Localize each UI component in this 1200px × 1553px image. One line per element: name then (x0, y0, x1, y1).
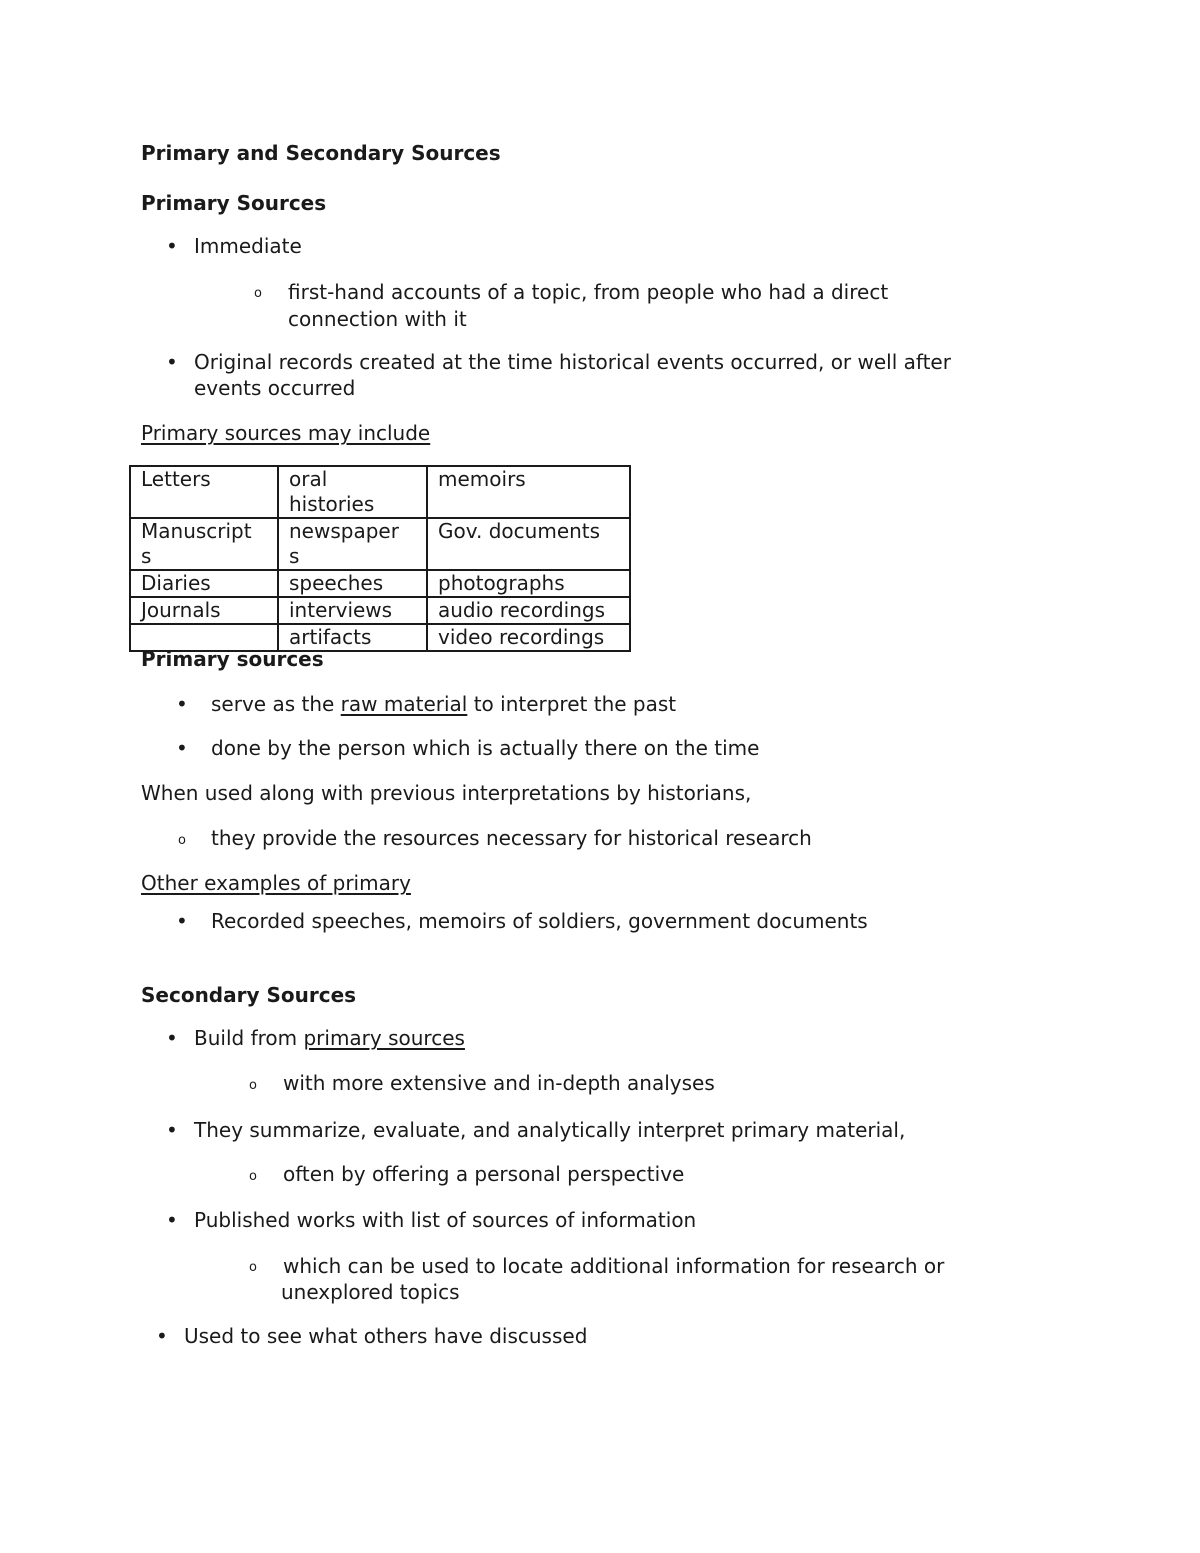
list-item: they provide the resources necessary for historical research (211, 826, 812, 850)
table-cell: memoirs (427, 466, 630, 518)
bullet-icon: • (166, 350, 178, 374)
sub-bullet-icon: o (249, 1260, 257, 1275)
list-item: Build from primary sources (194, 1026, 465, 1050)
sub-bullet-icon: o (178, 833, 186, 848)
table-cell: photographs (427, 570, 630, 597)
list-item: Published works with list of sources of information (194, 1208, 697, 1232)
primary-sources-table (129, 465, 631, 652)
list-item: connection with it (288, 307, 467, 331)
bullet-icon: • (176, 909, 188, 933)
table-cell: video recordings (427, 624, 630, 651)
bullet-icon: • (166, 1118, 178, 1142)
table-cell: artifacts (278, 624, 427, 651)
list-item: Immediate (194, 234, 302, 258)
list-item: Original records created at the time historical events occurred, or well after (194, 350, 951, 374)
table-cell: audio recordings (427, 597, 630, 624)
sub-bullet-icon: o (254, 286, 262, 301)
sub-bullet-icon: o (249, 1169, 257, 1184)
list-item: with more extensive and in-depth analyses (283, 1071, 715, 1095)
table-cell: Diaries (130, 570, 278, 597)
other-examples-label: Other examples of primary (141, 871, 411, 895)
include-label: Primary sources may include (141, 421, 431, 445)
table-cell: Manuscript s (130, 518, 278, 570)
table-row (130, 466, 630, 518)
primary-sources-heading: Primary Sources (141, 191, 327, 215)
list-item: Recorded speeches, memoirs of soldiers, government documents (211, 909, 868, 933)
table-cell: speeches (278, 570, 427, 597)
bullet-icon: • (166, 1026, 178, 1050)
bullet-icon: • (166, 234, 178, 258)
list-item: serve as the raw material to interpret the past (211, 692, 677, 716)
secondary-sources-heading: Secondary Sources (141, 983, 357, 1007)
table-row (130, 570, 630, 597)
table-cell: oral histories (278, 466, 427, 518)
table-cell: Journals (130, 597, 278, 624)
paragraph: When used along with previous interpretations by historians, (141, 781, 752, 805)
list-item: which can be used to locate additional information for research or (283, 1254, 945, 1278)
bullet-icon: • (166, 1208, 178, 1232)
table-cell: newspaper s (278, 518, 427, 570)
raw-material-link: raw material (340, 692, 468, 716)
primary-sources-subheading: Primary sources (141, 647, 324, 671)
list-item: Used to see what others have discussed (184, 1324, 588, 1348)
table-cell: interviews (278, 597, 427, 624)
list-item: often by offering a personal perspective (283, 1162, 685, 1186)
list-item: events occurred (194, 376, 356, 400)
bullet-icon: • (176, 692, 188, 716)
table-row (130, 597, 630, 624)
bullet-icon: • (176, 736, 188, 760)
table-row (130, 518, 630, 570)
table-cell: Gov. documents (427, 518, 630, 570)
document-title: Primary and Secondary Sources (141, 141, 501, 165)
list-item: first-hand accounts of a topic, from people who had a direct (288, 280, 889, 304)
list-item: done by the person which is actually there on the time (211, 736, 760, 760)
table-cell: Letters (130, 466, 278, 518)
sub-bullet-icon: o (249, 1078, 257, 1093)
list-item: They summarize, evaluate, and analytically interpret primary material, (194, 1118, 906, 1142)
bullet-icon: • (156, 1324, 168, 1348)
list-item: unexplored topics (281, 1280, 460, 1304)
primary-sources-link: primary sources (303, 1026, 465, 1050)
